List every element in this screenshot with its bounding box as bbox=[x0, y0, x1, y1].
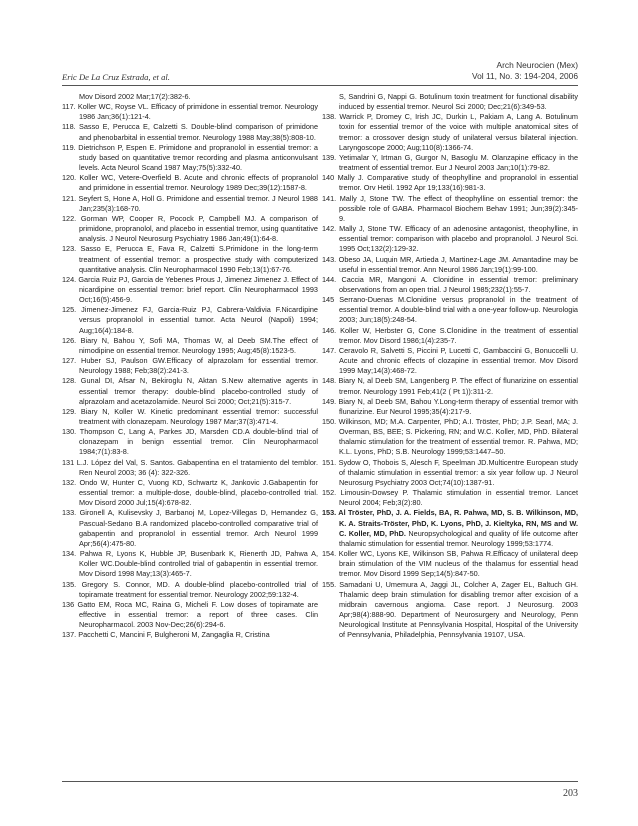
reference-entry: 151. Sydow O, Thobois S, Alesch F, Speelman JD.Multicentre European study of thalamic stimulation in essential tremor: a six year follow up. J Neurol Neurosurg Psychiatry 2003 Oct;74(10):1387-91. bbox=[322, 457, 578, 487]
reference-entry: 128. Gunal DI, Afsar N, Bekiroglu N, Aktan S.New alternative agents in essential tremor therapy: double-blind placebo-controlled study of alprazolam and acetazolamide. Neurol Sci 2000; Oct;21(5):315-7. bbox=[62, 376, 318, 406]
reference-entry: 123. Sasso E, Perucca E, Fava R, Calzetti S.Primidone in the long-term treatment of essential tremor: a prospective study with computerized quantitative analysis. Clin Neuropharmacol 1990 Feb;13(1):67-76. bbox=[62, 244, 318, 274]
references-left-column bbox=[62, 92, 318, 640]
reference-title: Neuropsychological and quality of life outcome after thalamic stimulation for essential tremor. Neurology 1999;53:1774. bbox=[339, 528, 578, 548]
reference-entry: Mov Disord 2002 Mar;17(2):382-6. bbox=[79, 92, 191, 101]
reference-entry: 155. Samadani U, Umemura A, Jaggi JL, Colcher A, Zager EL, Baltuch GH. Thalamic deep brain stimulation for disabling tremor after excision of a midbrain cavernous angioma. Case report. J Neurosurg. 2003 Apr;98(4):888-90. Department of Neurosurgery and Neurology, Penn Neurological Institute at Pennsylvania Hospital, Hospital of the University of Pennsylvania, Philadelphia, Pennsylvania 19107, USA. bbox=[322, 579, 578, 640]
reference-entry: 117. Koller WC, Royse VL. Efficacy of primidone in essential tremor. Neurology 1986 Jan;36(1):121-4. bbox=[62, 102, 318, 122]
reference-entry: 131 L.J. López del Val, S. Santos. Gabapentina en el tratamiento del temblor. Ren Neurol 2003; 36 (4): 322-326. bbox=[62, 457, 318, 477]
page-number: 203 bbox=[563, 788, 578, 799]
reference-entry: 122. Gorman WP, Cooper R, Pocock P, Campbell MJ. A comparison of primidone, propranolol, and placebo in essential tremor, using quantitative analysis. J Neurol Neurosurg Psychiatry 1986 Jan;49(1):64-8. bbox=[62, 213, 318, 244]
reference-entry: 142. Mally J, Stone TW. Efficacy of an adenosine antagonist, theophylline, in essential tremor: comparison with placebo and propranolol. J Neurol Sci. 1995 Oct;132(2):129-32. bbox=[322, 224, 578, 254]
reference-entry: 118. Sasso E, Perucca E, Calzetti S. Double-blind comparison of primidone and phenobarbital in essential tremor. Neurology 1988 May;38(5):808-10. bbox=[62, 122, 318, 142]
reference-entry: 154. Koller WC, Lyons KE, Wilkinson SB, Pahwa R.Efficacy of unilateral deep brain stimulation of the VIM nucleus of the thalamus for essential head tremor. Mov Disord 1999 Sep;14(5):847-50. bbox=[322, 549, 578, 579]
reference-entry: 139. Yetimalar Y, Irtman G, Gurgor N, Basoglu M. Olanzapine efficacy in the treatment of essential tremor. Eur J Neurol 2003 Jan;10(1):79-82. bbox=[322, 152, 578, 173]
reference-entry: 138. Warrick P, Dromey C, Irish JC, Durkin L, Pakiam A, Lang A. Botulinum toxin for essential tremor of the voice with multiple anatomical sites of tremor: a crossover design study of unilateral versus bilateral injection. Laryngoscope 2000; Aug;110(8):1366-74. bbox=[322, 112, 578, 152]
reference-entry: 130. Thompson C, Lang A, Parkes JD, Marsden CD.A double-blind trial of clonazepam in benign essential tremor. Clin Neuropharmacol 1984;7(1):83-8. bbox=[62, 427, 318, 457]
reference-entry: 140 Mally J. Comparative study of theophylline and propranolol in essential tremor. Orv Hetil. 1992 Apr 19;133(16):981-3. bbox=[322, 173, 578, 193]
reference-entry: 120. Koller WC, Vetere-Overfield B. Acute and chronic effects of propranolol and primidone in essential tremor. Neurology 1989 Dec;39(12):1587-8. bbox=[62, 173, 318, 193]
reference-entry: 121. Seyfert S, Hone A, Holl G. Primidone and essential tremor. J Neurol 1988 Jan;235(3):168-70. bbox=[62, 193, 318, 213]
reference-entry: 137. Pacchetti C, Mancini F, Bulgheroni M, Zangaglia R, Cristina bbox=[62, 630, 270, 640]
journal-name: Arch Neurocien (Mex) bbox=[496, 60, 578, 70]
reference-entry: 145 Serrano-Duenas M.Clonidine versus propranolol in the treatment of essential tremor. A double-blind trial with a one-year follow-up. Neurologia 2003; Jun;18(5):248-54. bbox=[322, 295, 578, 325]
references-right-column bbox=[322, 92, 578, 640]
reference-entry: 143. Obeso JA, Luquin MR, Artieda J, Martinez-Lage JM. Amantadine may be useful in essential tremor. Ann Neurol 1986 Jan;19(1):99-100. bbox=[322, 254, 578, 274]
reference-entry: 148. Biary N, al Deeb SM, Langenberg P. The effect of flunarizine on essential tremor. Neurology 1991 Feb;41(2 ( Pt 1)):311-2. bbox=[322, 376, 578, 396]
header-rule bbox=[62, 85, 578, 86]
running-header-journal bbox=[472, 60, 578, 82]
reference-entry: 152. Limousin-Dowsey P. Thalamic stimulation in essential tremor. Lancet Neurol 2004; Feb;3(2):80. bbox=[322, 488, 578, 508]
footer-rule bbox=[62, 781, 578, 782]
reference-entry: 144. Caccia MR, Mangoni A. Clonidine in essential tremor: preliminary observations from an open trial. J Neurol 1985;232(1):55-7. bbox=[322, 274, 578, 294]
reference-entry: 127. Huber SJ, Paulson GW.Efficacy of alprazolam for essential tremor. Neurology 1988; Feb;38(2):241-3. bbox=[62, 356, 318, 376]
reference-entry: S, Sandrini G, Nappi G. Botulinum toxin treatment for functional disability induced by essential tremor. Neurol Sci 2000; Dec;21(6):349-53. bbox=[339, 92, 578, 112]
reference-entry: 133. Gironell A, Kulisevsky J, Barbanoj M, Lopez-Villegas D, Hernandez G, Pascual-Sedano B.A randomized placebo-controlled comparative trial of gabapentin and propranolol in essential tremor. Arch Neurol 1999 Apr;56(4):475-80. bbox=[62, 508, 318, 548]
reference-entry: 119. Dietrichson P, Espen E. Primidone and propranolol in essential tremor: a study based on quantitative tremor recording and plasma anticonvulsant levels. Acta Neurol Scand 1987 May;75(5):332-40. bbox=[62, 142, 318, 173]
reference-entry: 146. Koller W, Herbster G, Cone S.Clonidine in the treatment of essential tremor. Mov Disord 1986;1(4):235-7. bbox=[322, 325, 578, 345]
reference-entry: 125. Jimenez-Jimenez FJ, Garcia-Ruiz PJ, Cabrera-Valdivia F.Nicardipine versus propranolol in essential tumor. Acta Neurol (Napoli) 1994; Aug;16(4):184-8. bbox=[62, 305, 318, 335]
reference-entry: 124. Garcia Ruiz PJ, Garcia de Yebenes Prous J, Jimenez Jimenez J. Effect of nicardipine on essential tremor: brief report. Clin Neuropharmacol 1993 Oct;16(5):456-9. bbox=[62, 274, 318, 305]
reference-entry: 149. Biary N, al Deeb SM, Bahou Y.Long-term therapy of essential tremor with flunarizine. Eur Neurol 1995;35(4):217-9. bbox=[322, 396, 578, 416]
reference-entry: 134. Pahwa R, Lyons K, Hubble JP, Busenbark K, Rienerth JD, Pahwa A, Koller WC.Double-blind controlled trial of gabapentin in essential tremor. Mov Disord 1998 May;13(3):465-7. bbox=[62, 549, 318, 579]
reference-entry bbox=[322, 508, 578, 549]
reference-entry: 132. Ondo W, Hunter C, Vuong KD, Schwartz K, Jankovic J.Gabapentin for essential tremor: a multiple-dose, double-blind, placebo-controlled trial. Mov Disord 2000 Jul;15(4):678-82. bbox=[62, 477, 318, 508]
reference-entry: 126. Biary N, Bahou Y, Sofi MA, Thomas W, al Deeb SM.The effect of nimodipine on essential tremor. Neurology 1995; Aug;45(8):1523-5. bbox=[62, 335, 318, 355]
reference-entry: 129. Biary N, Koller W. Kinetic predominant essential tremor: successful treatment with clonazepam. Neurology 1987 Mar;37(3):471-4. bbox=[62, 406, 318, 426]
reference-entry: 141. Mally J, Stone TW. The effect of theophylline on essential tremor: the possible role of GABA. Pharmacol Biochem Behav 1991; Jun;39(2):345-9. bbox=[322, 193, 578, 223]
running-header-authors: Eric De La Cruz Estrada, et al. bbox=[62, 72, 170, 82]
reference-entry: 136 Gatto EM, Roca MC, Raina G, Micheli F. Low doses of topiramate are effective in essential tremor: a report of three cases. Clin Neuropharmacol. 2003 Nov-Dec;26(6):294-6. bbox=[62, 599, 318, 630]
reference-entry: 150. Wilkinson, MD; M.A. Carpenter, PhD; A.I. Tröster, PhD; J.P. Searl, MA; J. Overman, BS, BEE; S. Pickering, RN; and W.C. Koller, MD, PhD. Bilateral thalamic stimulation for the treatment of essential tremor. R. Pahwa, MD; K.L. Lyons, PhD; S.B. Neurology 1999;53:1447–50. bbox=[322, 417, 578, 457]
journal-volume: Vol 11, No. 3: 194-204, 2006 bbox=[471, 71, 578, 81]
reference-entry: 135. Gregory S. Connor, MD. A double-blind placebo-controlled trial of topiramate treatment for essential tremor. Neurology 2002;59:132-4. bbox=[62, 579, 318, 599]
reference-authors-bold: 153. Al Tröster, PhD, J. A. Fields, BA, R. Pahwa, MD, S. B. Wilkinson, MD, K. A. Straits-Tröster, PhD, K. Lyons, PhD, J. Kieltyka, RN, MS and W. C. Koller, MD, PhD. bbox=[322, 508, 578, 538]
reference-entry: 147. Ceravolo R, Salvetti S, Piccini P, Lucetti C, Gambaccini G, Bonuccelli U. Acute and chronic effects of clozapine in essential tremor. Mov Disord 1999 May;14(3):468-72. bbox=[322, 345, 578, 376]
